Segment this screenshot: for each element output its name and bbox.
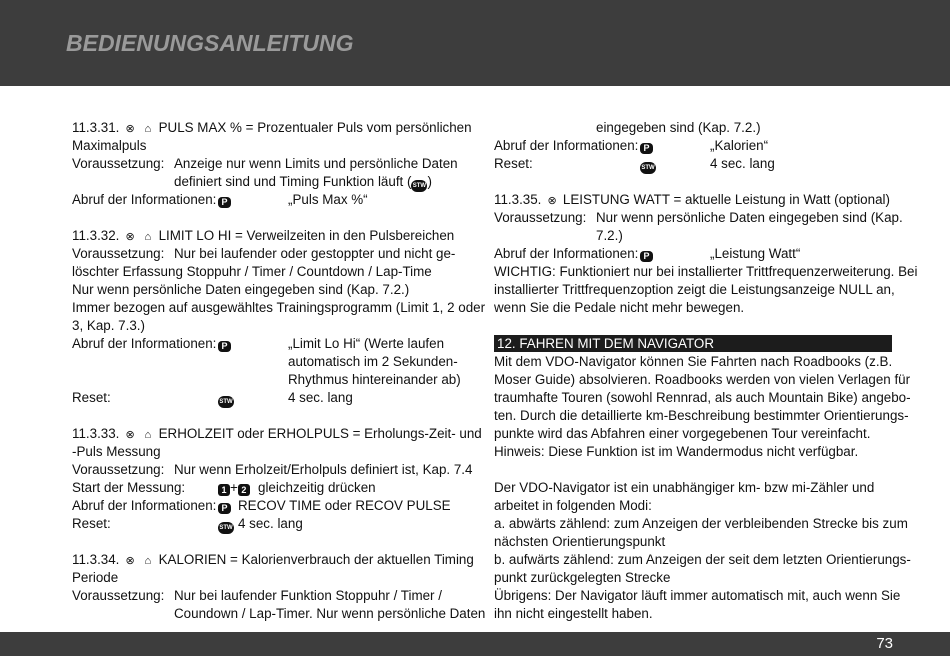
stopwatch-icon: ⊗ — [125, 555, 135, 567]
page-number: 73 — [876, 635, 893, 652]
stw-key-icon: STW — [411, 180, 427, 192]
p-key-icon: P — [640, 143, 653, 154]
bike-icon: ⌂ — [144, 429, 152, 441]
stw-key-icon: STW — [218, 522, 234, 534]
stopwatch-icon: ⊗ — [125, 429, 135, 441]
stopwatch-icon: ⊗ — [125, 231, 135, 243]
chapter-heading: 12. FAHREN MIT DEM NAVIGATOR — [494, 335, 892, 352]
page-footer — [0, 632, 950, 656]
section-heading: 11.3.32. ⊗ ⌂ LIMIT LO HI = Verweilzeiten in den Pulsbereichen — [72, 227, 467, 245]
section-heading: 11.3.33. ⊗ ⌂ ERHOLZEIT oder ERHOLPULS = Erholungs-Zeit- und — [72, 425, 467, 443]
bike-icon: ⌂ — [144, 123, 152, 135]
stopwatch-icon: ⊗ — [125, 123, 135, 135]
p-key-icon: P — [640, 251, 653, 262]
p-key-icon: P — [218, 341, 231, 352]
manual-title: BEDIENUNGSANLEITUNG — [66, 30, 354, 56]
page-header — [0, 0, 950, 86]
section-heading: 11.3.31. ⊗ ⌂ PULS MAX % = Prozentualer Puls vom persönlichen — [72, 119, 467, 137]
section-heading: 11.3.35. ⊗ LEISTUNG WATT = aktuelle Leistung in Watt (optional) — [494, 191, 892, 209]
bike-icon: ⌂ — [144, 555, 152, 567]
section-heading: 11.3.34. ⊗ ⌂ KALORIEN = Kalorienverbrauch der aktuellen Timing — [72, 551, 467, 569]
right-column: eingegeben sind (Kap. 7.2.) Abruf der Informationen: P „Kalorien“ Reset: STW 4 sec. lang 11.3.35. ⊗ LEISTUNG WATT = aktuelle Leistung in Watt (optional) Voraussetzung: Nur wenn persönliche Daten eingegeben sind (Kap. 7.2.) Abruf der Informationen: P „Leistung Watt“ WICHTIG: Funktioniert nur bei installierter Trittfrequenzerweiterung. Bei installierter Trittfrequenzoption zeigt die Leistungsanzeige NULL an, wenn Sie die Pedale nicht mehr bewegen. 12. FAHREN MIT DEM NAVIGATOR Mit dem VDO-Navigator können Sie Fahrten nach Roadbooks (z.B. Moser Guide) absolvieren. Roadbooks werden von vielen Verlagen für traumhafte Touren (sowohl Rennrad, als auch Mountain Bike) angebo- ten. Durch die detaillierte km-Beschreibung bestimmter Orientierungs- punkte wird das Abfahren einer vorgegebenen Tour vereinfacht. Hinweis: Diese Funktion ist im Wandermodus nicht verfügbar. Der VDO-Navigator ist ein unabhängiger km- bzw mi-Zähler und arbeitet in folgenden Modi: a. abwärts zählend: zum Anzeigen der verbleibenden Strecke bis zum nächsten Orientierungspunkt b. aufwärts zählend: zum Anzeigen der seit dem letzten Orientierungs- punkt zurückgelegten Strecke Übrigens: Der Navigator läuft immer automatisch mit, auch wenn Sie ihn nicht eingestellt haben. — [494, 120, 918, 621]
left-column: 11.3.31. ⊗ ⌂ PULS MAX % = Prozentualer Puls vom persönlichen Maximalpuls Voraussetzung: Anzeige nur wenn Limits und persönliche Daten definiert sind und Timing Funktion läuft (STW) Abruf der Informationen: P „Puls Max %“ 11.3.32. ⊗ ⌂ LIMIT LO HI = Verweilzeiten in den Pulsbereichen Voraussetzung: Nur bei laufender oder gestoppter und nicht ge- löschter Erfassung Stoppuhr / Timer / Countdown / Lap-Time Nur wenn persönliche Daten eingegeben sind (Kap. 7.2.) Immer bezogen auf ausgewähltes Trainingsprogramm (Limit 1, 2 oder 3, Kap. 7.3.) Abruf der Informationen: P „Limit Lo Hi“ (Werte laufen automatisch im 2 Sekunden- Rhythmus hintereinander ab) Reset: STW 4 sec. lang 11.3.33. ⊗ ⌂ ERHOLZEIT oder ERHOLPULS = Erholungs-Zeit- und -Puls Messung Voraussetzung: Nur wenn Erholzeit/Erholpuls definiert ist, Kap. 7.4 Start der Messung: 1 + 2 gleichzeitig drücken Abruf der Informationen: P RECOV TIME oder RECOV PULSE Reset: STW 4 sec. lang 11.3.34. ⊗ ⌂ KALORIEN = Kalorienverbrauch der aktuellen Timing Periode Voraussetzung: Nur bei laufender Funktion Stoppuhr / Timer / Coundown / Lap-Timer. Nur wenn persönliche Daten — [72, 120, 486, 621]
key-1-icon: 1 — [218, 484, 230, 496]
stw-key-icon: STW — [218, 396, 234, 408]
bike-icon: ⌂ — [144, 231, 152, 243]
p-key-icon: P — [218, 503, 231, 514]
p-key-icon: P — [218, 197, 231, 208]
stopwatch-icon: ⊗ — [547, 195, 557, 207]
stw-key-icon: STW — [640, 162, 656, 174]
key-2-icon: 2 — [238, 484, 250, 496]
